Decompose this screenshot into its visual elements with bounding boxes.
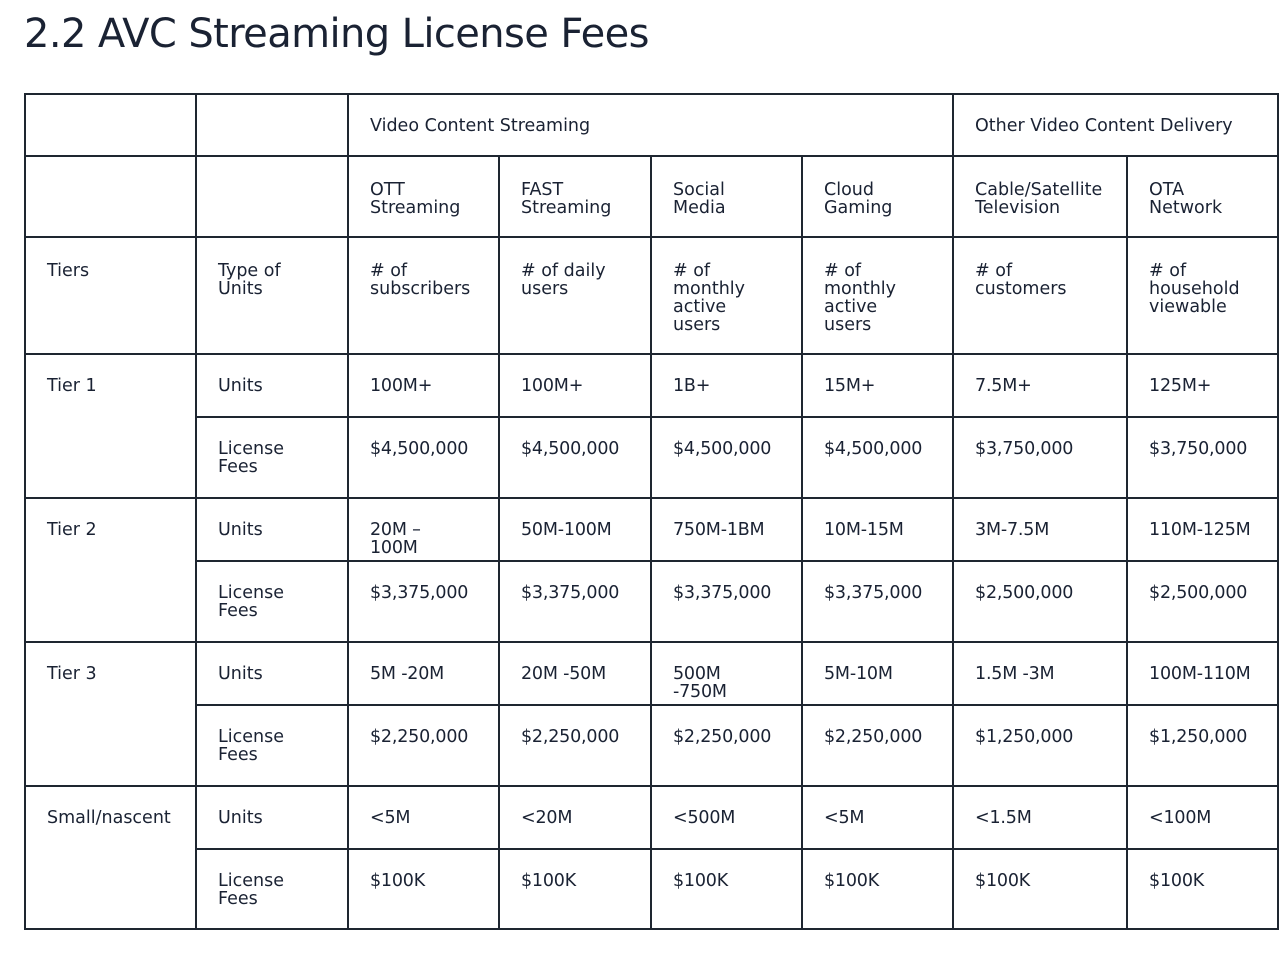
units-cell: 110M-125M <box>1127 498 1278 561</box>
fee-cell: $100K <box>348 849 499 929</box>
fee-cell: $2,500,000 <box>1127 561 1278 642</box>
fee-cell: $3,375,000 <box>499 561 651 642</box>
license-fees-table <box>24 93 1279 930</box>
units-cell: 5M-10M <box>802 642 953 705</box>
fee-cell: $100K <box>802 849 953 929</box>
category-row <box>25 156 1278 237</box>
empty-cell <box>25 156 196 237</box>
category-cell: Cable/Satellite Television <box>953 156 1127 237</box>
units-cell: 500M -750M <box>651 642 802 705</box>
fee-cell: $2,500,000 <box>953 561 1127 642</box>
unit-type-cell: # of monthly active users <box>651 237 802 354</box>
units-cell: 1B+ <box>651 354 802 417</box>
fee-cell: $4,500,000 <box>348 417 499 498</box>
fee-cell: $3,750,000 <box>1127 417 1278 498</box>
row-label: Units <box>196 354 348 417</box>
row-label: License Fees <box>196 561 348 642</box>
fee-cell: $3,750,000 <box>953 417 1127 498</box>
empty-cell <box>196 94 348 156</box>
category-cell: OTA Network <box>1127 156 1278 237</box>
small-nascent-fees-row <box>25 849 1278 929</box>
row-label: Units <box>196 642 348 705</box>
fee-cell: $2,250,000 <box>348 705 499 786</box>
page-title: 2.2 AVC Streaming License Fees <box>24 11 649 57</box>
units-cell: 20M -50M <box>499 642 651 705</box>
tier-name: Small/nascent <box>25 786 196 929</box>
type-of-units-header: Type of Units <box>196 237 348 354</box>
fee-cell: $100K <box>1127 849 1278 929</box>
group-header-video: Video Content Streaming <box>348 94 953 156</box>
fee-cell: $100K <box>651 849 802 929</box>
tier-1-units-row <box>25 354 1278 417</box>
units-cell: 3M-7.5M <box>953 498 1127 561</box>
empty-cell <box>196 156 348 237</box>
fee-cell: $2,250,000 <box>651 705 802 786</box>
row-label: License Fees <box>196 417 348 498</box>
unit-type-row <box>25 237 1278 354</box>
units-cell: 100M+ <box>348 354 499 417</box>
unit-type-cell: # of subscribers <box>348 237 499 354</box>
units-cell: 5M -20M <box>348 642 499 705</box>
units-cell: 7.5M+ <box>953 354 1127 417</box>
row-label: Units <box>196 786 348 849</box>
tier-3-units-row <box>25 642 1278 705</box>
unit-type-cell: # of customers <box>953 237 1127 354</box>
fee-cell: $1,250,000 <box>953 705 1127 786</box>
group-header-row <box>25 94 1278 156</box>
units-cell: 50M-100M <box>499 498 651 561</box>
group-header-other: Other Video Content Delivery <box>953 94 1278 156</box>
category-cell: Social Media <box>651 156 802 237</box>
empty-cell <box>25 94 196 156</box>
row-label: Units <box>196 498 348 561</box>
tier-2-fees-row <box>25 561 1278 642</box>
units-cell: 20M – 100M <box>348 498 499 561</box>
fee-cell: $3,375,000 <box>651 561 802 642</box>
fee-cell: $4,500,000 <box>499 417 651 498</box>
fee-cell: $4,500,000 <box>651 417 802 498</box>
fee-cell: $3,375,000 <box>348 561 499 642</box>
units-cell: <1.5M <box>953 786 1127 849</box>
units-cell: 100M+ <box>499 354 651 417</box>
tier-3-fees-row <box>25 705 1278 786</box>
fee-cell: $4,500,000 <box>802 417 953 498</box>
tier-name: Tier 2 <box>25 498 196 642</box>
units-cell: 15M+ <box>802 354 953 417</box>
units-cell: 100M-110M <box>1127 642 1278 705</box>
fee-cell: $3,375,000 <box>802 561 953 642</box>
small-nascent-units-row <box>25 786 1278 849</box>
units-cell: <20M <box>499 786 651 849</box>
units-cell: 125M+ <box>1127 354 1278 417</box>
category-cell: Cloud Gaming <box>802 156 953 237</box>
fee-cell: $2,250,000 <box>802 705 953 786</box>
units-cell: <5M <box>348 786 499 849</box>
tiers-header: Tiers <box>25 237 196 354</box>
tier-2-units-row <box>25 498 1278 561</box>
tier-1-fees-row <box>25 417 1278 498</box>
units-cell: 1.5M -3M <box>953 642 1127 705</box>
tier-name: Tier 1 <box>25 354 196 498</box>
unit-type-cell: # of monthly active users <box>802 237 953 354</box>
units-cell: <100M <box>1127 786 1278 849</box>
unit-type-cell: # of daily users <box>499 237 651 354</box>
unit-type-cell: # of household viewable <box>1127 237 1278 354</box>
units-cell: <5M <box>802 786 953 849</box>
fee-cell: $1,250,000 <box>1127 705 1278 786</box>
category-cell: FAST Streaming <box>499 156 651 237</box>
fee-cell: $100K <box>953 849 1127 929</box>
fee-cell: $100K <box>499 849 651 929</box>
row-label: License Fees <box>196 705 348 786</box>
category-cell: OTT Streaming <box>348 156 499 237</box>
tier-name: Tier 3 <box>25 642 196 786</box>
row-label: License Fees <box>196 849 348 929</box>
fee-cell: $2,250,000 <box>499 705 651 786</box>
units-cell: 750M-1BM <box>651 498 802 561</box>
units-cell: <500M <box>651 786 802 849</box>
units-cell: 10M-15M <box>802 498 953 561</box>
